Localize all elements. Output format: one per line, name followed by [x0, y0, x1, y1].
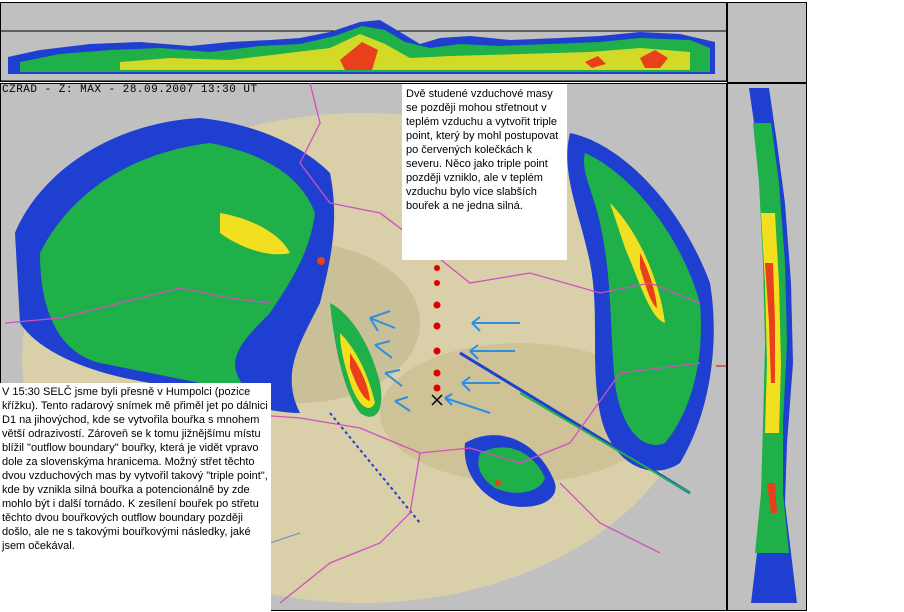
top-projection-echoes — [0, 2, 727, 82]
annotation-note-bottom-left: V 15:30 SELČ jsme byli přesně v Humpolci (pozice křížku). Tento radarový snímek mě přiměl jet po dálnici D1 na jihovýchod, kde se vytvořila bouřka s mnohem větší odrazivostí. Zároveň se k tomu jižnějšímu místu blížil "outflow boundary" bouřky, která je vidět vpravo dole za slovenskýma hranicema. Možný střet těchto dvou vzduchových mas by vytvořil takový "triple point", kde by vznikla silná bouřka a potencionálně by zde mohlo být i další tornádo. K zesílení bouřek po střetu těchto dvou bouřkových outflow boundary později došlo, ale ne s takovými bouřkovými následky, jaké jsem očekával. — [0, 383, 271, 612]
radar-product-label: CZRAD - Z: MAX - 28.09.2007 13:30 UT — [2, 84, 258, 96]
corner-panel — [727, 2, 807, 83]
side-projection-echoes — [727, 83, 807, 611]
triple-point-markers — [434, 265, 441, 392]
annotation-note-top: Dvě studené vzduchové masy se později mohou střetnout v teplém vzduchu a vytvořit triple point, který by mohl postupovat po červených kolečkách k severu. Něco jako triple point později vzniklo, ale v teplém vzduchu bylo více slabších bouřek a ne jedna silná. — [402, 84, 567, 260]
